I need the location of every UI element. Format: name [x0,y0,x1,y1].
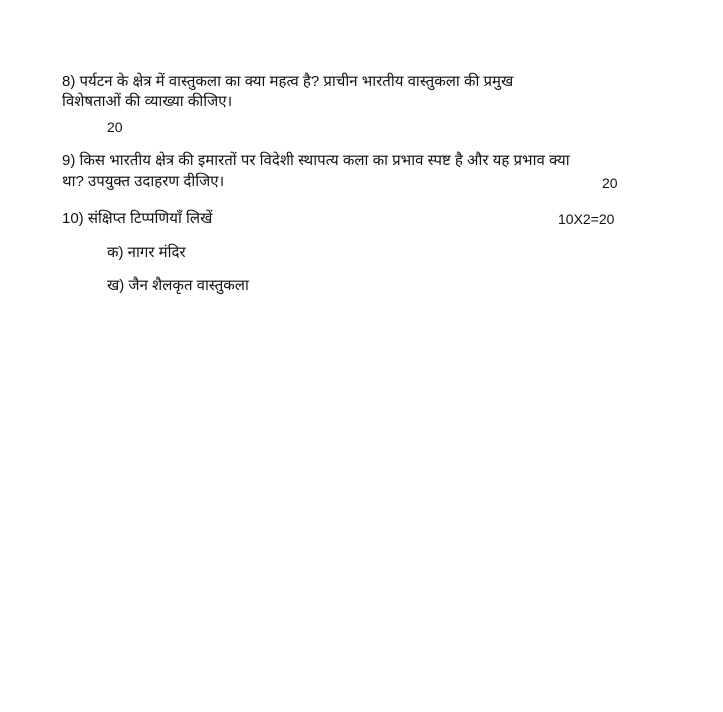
q9-line-2: था? उपयुक्त उदाहरण दीजिए। [62,173,225,190]
q10-item-1: क) नागर मंदिर [107,244,186,261]
q8-line-2: विशेषताओं की व्याख्या कीजिए। [62,93,233,110]
q9-line-1: 9) किस भारतीय क्षेत्र की इमारतों पर विदेशी स्थापत्य कला का प्रभाव स्पष्ट है और यह प्रभाव क्या [62,152,570,169]
q10-heading: 10) संक्षिप्त टिप्पणियाँ लिखें [62,210,213,227]
q10-item-2: ख) जैन शैलकृत वास्तुकला [107,277,249,294]
q9-marks: 20 [602,175,618,191]
q8-marks: 20 [107,119,123,135]
q10-marks: 10X2=20 [558,211,615,227]
q8-line-1: 8) पर्यटन के क्षेत्र में वास्तुकला का क्या महत्व है? प्राचीन भारतीय वास्तुकला की प्रमुख [62,73,514,90]
